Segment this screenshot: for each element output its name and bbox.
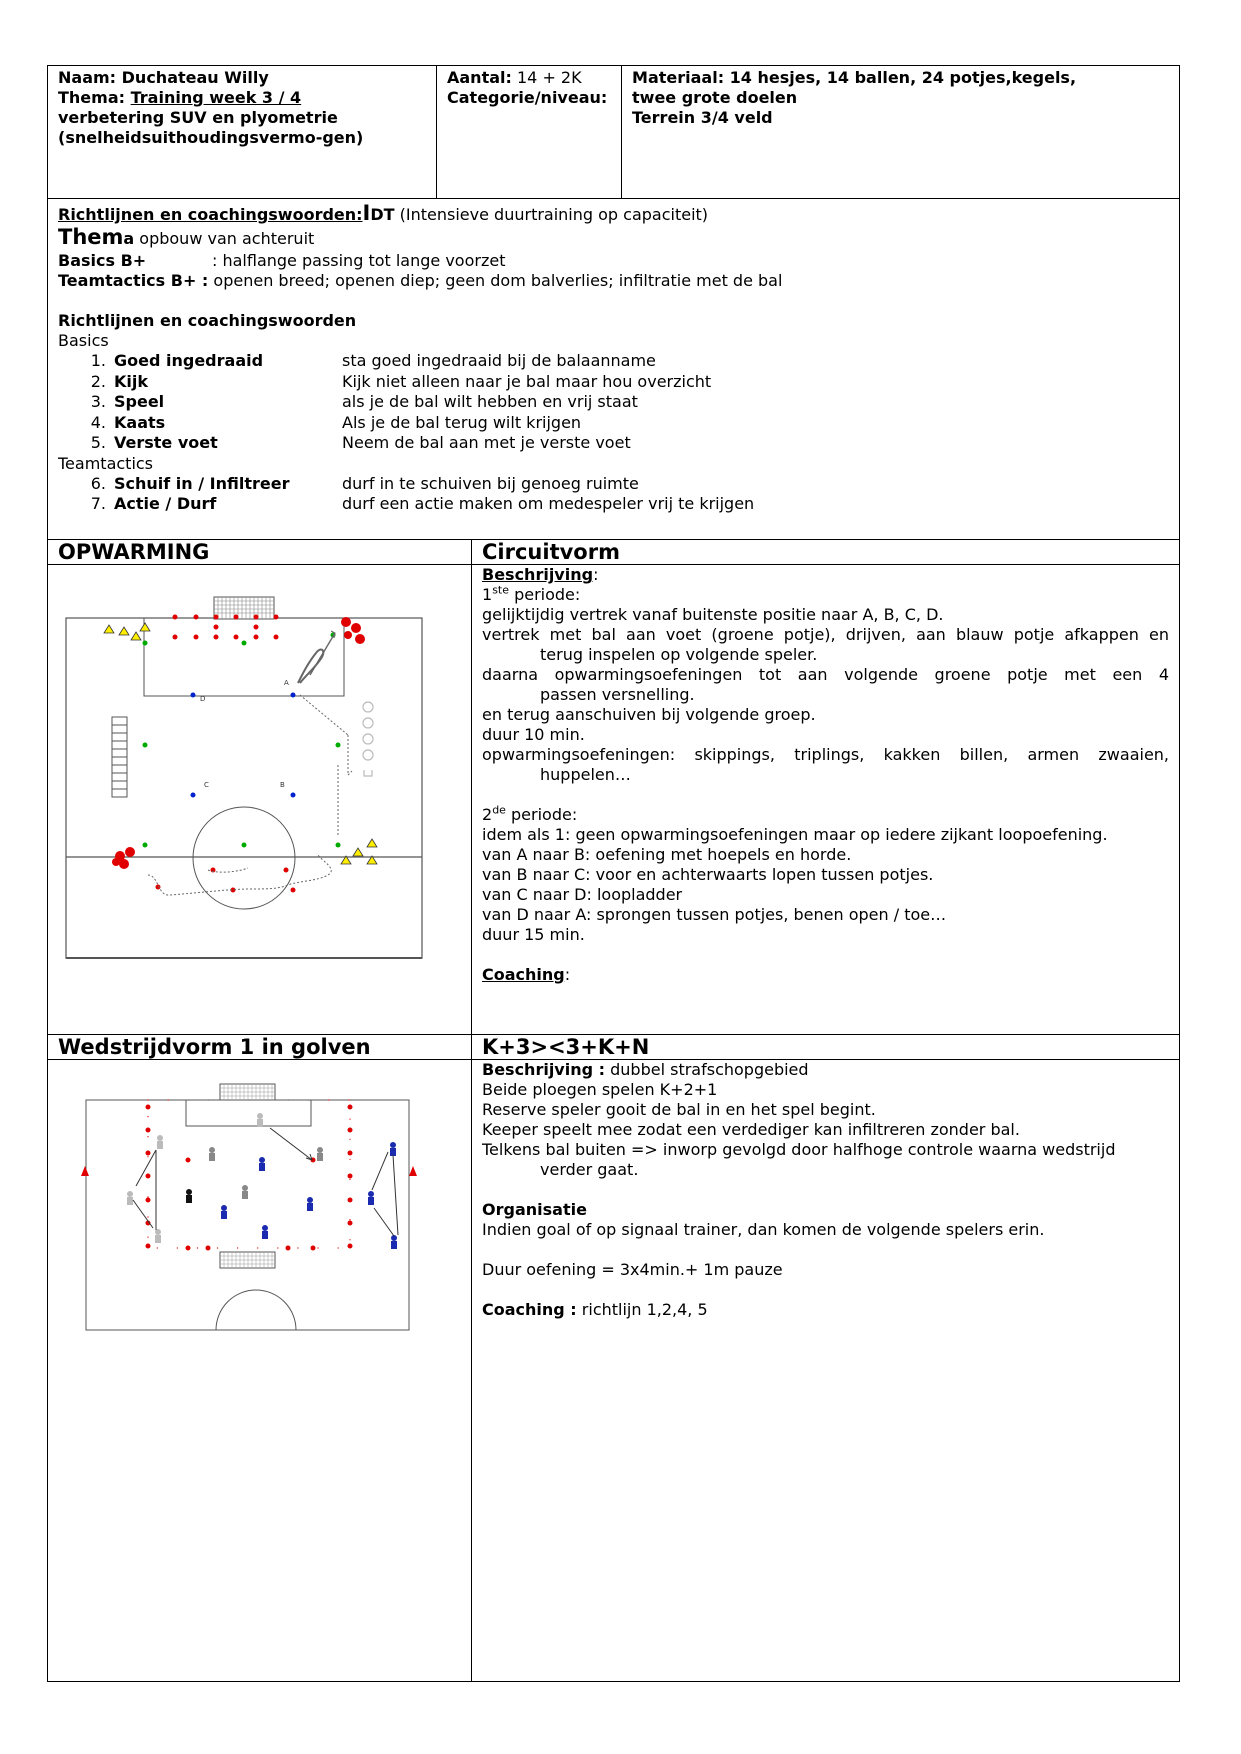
hoops-icon [363,702,373,776]
item-num: 1. [90,351,106,370]
wedstrijd-heading-row [48,1035,1180,1060]
idt-rest: DT [370,205,395,224]
item-term: Goed ingedraaid [114,351,264,370]
wedstrijd-field-diagram [48,1060,472,1360]
wedstrijd-vorm: K+3><3+K+N [472,1035,1180,1060]
periode2-num: 2 [482,805,493,824]
text-line: duur 15 min. [482,925,585,944]
text-line: van A naar B: oefening met hoepels en horde. [482,845,852,864]
categorie-label: Categorie/niveau: [447,88,608,107]
goal-top-icon [220,1084,275,1100]
naam-value: Duchateau Willy [121,68,269,87]
text-line: Keeper speelt mee zodat een verdediger kan infiltreren zonder bal. [482,1120,1020,1139]
wedstrijd-text-cell [472,1060,1180,1682]
text-line: gelijktijdig vertrek vanaf buitenste positie naar A, B, C, D. [482,605,944,624]
text-line: van D naar A: sprongen tussen potjes, benen open / toe… [482,905,947,924]
wedstrijd-diagram-cell [48,1060,472,1682]
item-num: 7. [90,494,106,513]
list-item [58,351,1169,372]
text-line: terug inspelen op volgende speler. [540,645,818,664]
list-item [58,392,1169,413]
balls-icon [112,617,365,869]
text-line: verder gaat. [540,1160,639,1179]
basics-label: Basics B+ [58,251,147,270]
materiaal-cell [622,66,1180,199]
players-icon [127,1113,397,1249]
thema-line3: (snelheidsuithoudingsvermo-gen) [58,128,364,147]
opwarming-diagram-cell [48,565,472,1035]
coaching-desc: richtlijn 1,2,4, 5 [576,1300,708,1319]
diagram-label-a: A [284,679,289,687]
pass-arrows [133,1128,398,1236]
team-list [58,474,1169,515]
list-item [58,372,1169,393]
item-desc: sta goed ingedraaid bij de balaanname [342,351,656,370]
item-desc: durf in te schuiven bij genoeg ruimte [342,473,639,493]
item-desc: Neem de bal aan met je verste voet [342,433,631,452]
idt-desc: (Intensieve duurtraining op capaciteit) [394,205,709,224]
basics-list [58,351,1169,454]
list-item [58,433,1169,454]
basics-heading: Basics [58,331,109,350]
item-term: Schuif in / Infiltreer [114,473,290,493]
periode1-rest: periode: [509,585,581,604]
thema-desc: opbouw van achteruit [134,229,315,248]
item-desc: Als je de bal terug wilt krijgen [342,412,582,432]
richtlijnen-row [48,199,1180,540]
aantal-cell [437,66,622,199]
aantal-label: Aantal: [447,68,512,87]
thema-line2: verbetering SUV en plyometrie [58,108,338,127]
text-line: Beide ploegen spelen K+2+1 [482,1080,718,1099]
item-term: Actie / Durf [114,494,217,513]
team-label: Teamtactics B+ : [58,271,209,290]
diagram-label-b: B [280,781,285,789]
opwarming-heading-row [48,540,1180,565]
goal-icon [214,597,274,619]
list-item [58,494,1169,515]
naam-label: Naam: [58,68,117,87]
text-line: Telkens bal buiten => inworp gevolgd door halfhoge controle waarna wedstrijd [482,1140,1116,1159]
materiaal-line3: Terrein 3/4 veld [632,108,773,127]
training-sheet [47,65,1179,1682]
coaching-label: Coaching : [482,1300,577,1319]
organisatie-label: Organisatie [482,1200,587,1219]
basics-desc: : halflange passing tot lange voorzet [212,251,506,270]
item-num: 2. [90,371,106,391]
text-line: daarna opwarmingsoefeningen tot aan volgende groene potje met een 4 [482,665,1170,684]
colon: : [593,565,599,584]
list-item [58,413,1169,434]
item-term: Verste voet [114,433,218,452]
beschrijving-label: Beschrijving : [482,1060,606,1079]
periode2-sup: de [492,803,506,817]
richtlijnen-cell [48,199,1180,540]
thema-big: Them [58,225,124,249]
item-num: 6. [90,473,106,493]
opwarming-title: OPWARMING [48,540,472,565]
text-line: duur 10 min. [482,725,585,744]
team-desc: openen breed; openen diep; geen dom balverlies; infiltratie met de bal [208,271,783,290]
item-term: Kijk [114,371,149,391]
duur-text: Duur oefening = 3x4min.+ 1m pauze [482,1260,783,1279]
aantal-value: 14 + 2K [511,68,582,87]
item-num: 5. [90,433,106,452]
beschrijving-desc: dubbel strafschopgebied [605,1060,809,1079]
text-line: en terug aanschuiven bij volgende groep. [482,705,816,724]
naam-thema-cell [48,66,437,199]
goal-bottom-icon [220,1252,275,1268]
text-line: vertrek met bal aan voet (groene potje), drijven, aan blauw potje afkappen en [482,625,1170,644]
wedstrijd-title: Wedstrijdvorm 1 in golven [48,1035,472,1060]
team-heading: Teamtactics [58,453,154,473]
item-desc: durf een actie maken om medespeler vrij te krijgen [342,494,755,513]
materiaal-line1: Materiaal: 14 hesjes, 14 ballen, 24 potjes,kegels, [632,68,1077,87]
richtlijnen-subtitle: Richtlijnen en coachingswoorden [58,311,357,330]
thema-label: Thema: [58,88,126,107]
opwarming-vorm: Circuitvorm [472,540,1180,565]
item-num: 4. [90,412,106,432]
opwarming-row [48,565,1180,1035]
organisatie-desc: Indien goal of op signaal trainer, dan komen de volgende spelers erin. [482,1220,1045,1239]
training-table [47,65,1180,1682]
periode1-num: 1 [482,585,493,604]
text-line: idem als 1: geen opwarmingsoefeningen maar op iedere zijkant loopoefening. [482,825,1108,844]
periode1-sup: ste [492,583,509,597]
item-term: Speel [114,392,165,411]
diagram-label-d: D [200,695,206,703]
diagram-label-c: C [204,781,209,789]
text-line: opwarmingsoefeningen: skippings, triplings, kakken billen, armen zwaaien, [482,745,1170,764]
periode2-rest: periode: [505,805,578,824]
header-row [48,66,1180,199]
text-line: Reserve speler gooit de bal in en het spel begint. [482,1100,876,1119]
marker-dots-red [156,615,296,893]
item-term: Kaats [114,412,166,432]
materiaal-line2: twee grote doelen [632,88,798,107]
text-line: van B naar C: voor en achterwaarts lopen tussen potjes. [482,865,934,884]
run-paths [148,631,352,895]
colon: : [564,965,571,984]
text-line: passen versnelling. [540,685,695,704]
wedstrijd-row [48,1060,1180,1682]
cones-icon [81,1166,417,1176]
idt-big: I [362,201,371,225]
text-line: huppelen… [540,765,631,784]
item-desc: Kijk niet alleen naar je bal maar hou overzicht [342,371,712,391]
item-num: 3. [90,392,106,411]
beschrijving-label: Beschrijving [482,565,594,584]
marker-dots-green [143,633,341,848]
richtlijnen-title: Richtlijnen en coachingswoorden: [58,205,363,224]
text-line: van C naar D: loopladder [482,885,683,904]
opwarming-field-diagram [48,565,472,1034]
thema-title: Training week 3 / 4 [130,88,302,107]
thema-a: a [123,229,135,248]
coaching-label: Coaching [482,965,565,984]
item-desc: als je de bal wilt hebben en vrij staat [342,392,638,411]
opwarming-text-cell [472,565,1180,1035]
list-item [58,474,1169,495]
ladder-icon [112,717,127,797]
